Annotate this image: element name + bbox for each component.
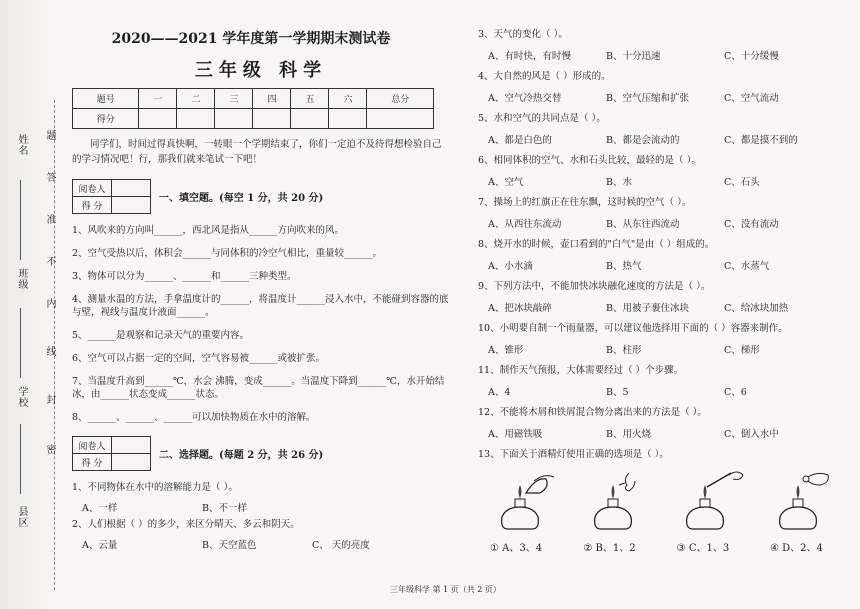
choice-options: [478, 300, 856, 314]
option[interactable]: B、热气: [606, 261, 642, 272]
option[interactable]: A、空气冷热交替: [488, 93, 562, 104]
grader-cell[interactable]: [112, 454, 151, 471]
grader-cell[interactable]: [112, 197, 151, 214]
lamp-label: [583, 539, 671, 554]
grader-label: 阅卷人: [73, 437, 112, 454]
alcohol-lamp-icon: [768, 471, 840, 535]
lamp-figure-1: [490, 471, 562, 535]
exam-subtitle: 三年级 科学: [194, 60, 328, 81]
seal-char: 封: [44, 394, 55, 405]
lamp-figure-2: [583, 471, 655, 535]
choice-options: [478, 48, 856, 62]
option[interactable]: A、3、4: [502, 543, 543, 554]
lamp-label: [490, 539, 578, 554]
choice-options: [478, 174, 856, 188]
lamp-figure-3: [675, 471, 747, 535]
option[interactable]: B、用被子裹住冰块: [606, 303, 689, 314]
exam-title: 2020——2021 学年度第一学期期末测试卷: [111, 31, 391, 47]
fill-question: 7、当温度升高到______℃，水会 沸腾，变成______。当温度下降到______℃，水开始结冰，由______状态变成______状态。: [72, 376, 445, 400]
option[interactable]: B、1、2: [595, 543, 636, 554]
choice-question: 2、人们根据（ ）的多少，来区分晴天、多云和阴天。: [72, 519, 300, 530]
score-row-label: 得分: [73, 109, 139, 129]
section1-title: 一、填空题。(每空 1 分，共 20 分): [159, 193, 324, 204]
choice-question: 10、小明要自制一个雨量器，可以建议他选择用下面的（ ）容器来制作。: [478, 323, 788, 334]
choice-question: 11、制作天气预报，大体需要经过（ ）个步骤。: [478, 365, 684, 376]
class-label: 班级: [16, 268, 27, 290]
seal-char: 线: [44, 346, 55, 357]
option[interactable]: A、有时快，有时慢: [488, 51, 571, 62]
lamp-label: [770, 539, 840, 554]
option[interactable]: A、一样: [82, 503, 118, 514]
option[interactable]: A、用磁铁吸: [488, 429, 543, 440]
option[interactable]: A、4: [488, 387, 511, 398]
fill-question: 2、空气受热以后，体积会______与同体积的冷空气相比，重量较______。: [72, 248, 383, 259]
choice-options: [72, 500, 450, 514]
score-cell[interactable]: [329, 109, 367, 129]
lamp-label: [677, 539, 765, 554]
choice-options: [478, 132, 856, 146]
score-header: 二: [177, 89, 215, 109]
score-cell[interactable]: [367, 109, 434, 129]
alcohol-lamp-figures: [490, 471, 840, 535]
seal-char: 内: [44, 298, 55, 309]
grader-box: [72, 436, 151, 471]
score-header: 三: [215, 89, 253, 109]
option[interactable]: C、石头: [724, 177, 760, 188]
option[interactable]: C、给冰块加热: [724, 303, 789, 314]
left-column: [72, 28, 450, 551]
option[interactable]: C、空气流动: [724, 93, 779, 104]
county-label: 县区: [16, 506, 27, 528]
choice-question: 4、大自然的风是（ ）形成的。: [478, 71, 611, 82]
grader-cell[interactable]: [112, 180, 151, 197]
option[interactable]: B、十分迅速: [606, 51, 661, 62]
option[interactable]: A、把冰块敲碎: [488, 303, 552, 314]
binding-area: [8, 110, 66, 590]
seal-char: 密: [44, 444, 55, 455]
fill-question: 4、测量水温的方法，手拿温度计的______，将温度计______浸入水中，不能碰到容器的底与壁，视线与温度计液面______。: [72, 294, 449, 318]
choice-options: [478, 216, 856, 230]
fill-question: 3、物体可以分为______、______和______三种类型。: [72, 271, 297, 282]
choice-question: 6、相同体积的空气、水和石头比较，最轻的是（ ）。: [478, 155, 701, 166]
score-cell[interactable]: [291, 109, 329, 129]
fill-question: 8、______、______、______可以加快物质在水中的溶解。: [72, 412, 316, 423]
choice-options: [478, 426, 856, 440]
choice-options: [478, 342, 856, 356]
lamp-number: ①: [490, 543, 499, 554]
option[interactable]: A、小水滴: [488, 261, 533, 272]
section2-title: 二、选择题。(每题 2 分，共 26 分): [159, 450, 324, 461]
page-footer: 三年级科学 第 1 页（共 2 页）: [390, 585, 501, 594]
option[interactable]: B、从东往西流动: [606, 219, 680, 230]
score-label: 得 分: [73, 454, 112, 471]
score-header: 一: [139, 89, 177, 109]
option[interactable]: C、都是摸不到的: [724, 135, 798, 146]
option[interactable]: B、水: [606, 177, 632, 188]
choice-question: 13、下面关于酒精灯使用正确的选项是（ ）。: [478, 449, 669, 460]
option[interactable]: B、用火烧: [606, 429, 651, 440]
section1-header: [72, 179, 450, 214]
option[interactable]: A、空气: [488, 177, 524, 188]
option[interactable]: C、6: [724, 387, 747, 398]
intro-text: 同学们，时间过得真快啊，一转眼一个学期结束了，你们一定迫不及待得想检验自己的学习情况吧！行，那我们就来笔试一下吧！: [72, 139, 442, 165]
name-line: [20, 180, 21, 260]
grader-cell[interactable]: [112, 437, 151, 454]
alcohol-lamp-icon: [490, 471, 562, 535]
fill-question: 6、空气可以占据一定的空间，空气容易被______或被扩张。: [72, 353, 326, 364]
score-header: 总分: [367, 89, 434, 109]
lamp-number: ③: [676, 543, 686, 554]
choice-options: [478, 384, 856, 398]
option[interactable]: A、云量: [82, 540, 118, 551]
lamp-labels: [490, 539, 840, 554]
option[interactable]: B、空气压缩和扩张: [606, 93, 689, 104]
section2-header: [72, 436, 450, 471]
choice-question: 9、下列方法中，不能加快冰块融化速度的方法是（ ）。: [478, 281, 711, 292]
choice-options: [478, 258, 856, 272]
score-cell[interactable]: [215, 109, 253, 129]
score-cell[interactable]: [177, 109, 215, 129]
option[interactable]: A、从西往东流动: [488, 219, 562, 230]
seal-char: 答: [44, 172, 55, 183]
choice-question: 5、水和空气的共同点是（ ）。: [478, 113, 606, 124]
right-column: [478, 20, 856, 554]
school-line: [20, 424, 21, 494]
option[interactable]: C、水蒸气: [724, 261, 770, 272]
score-header: 四: [253, 89, 291, 109]
lamp-number: ④: [769, 543, 779, 554]
option[interactable]: B、不一样: [202, 503, 247, 514]
lamp-figure-4: [768, 471, 840, 535]
score-cell[interactable]: [253, 109, 291, 129]
option[interactable]: B、天空蓝色: [202, 540, 257, 551]
option[interactable]: C、十分缓慢: [724, 51, 779, 62]
fill-question: 1、风吹来的方向叫______，西北风是指从______方向吹来的风。: [72, 225, 345, 236]
option[interactable]: C、倒入水中: [724, 429, 779, 440]
alcohol-lamp-icon: [675, 471, 747, 535]
score-header: 六: [329, 89, 367, 109]
choice-question: 1、不同物体在水中的溶解能力是（ ）。: [72, 482, 238, 493]
seal-char: 题: [44, 130, 55, 141]
option[interactable]: C、1、3: [688, 543, 730, 554]
choice-options: [72, 537, 450, 551]
school-label: 学校: [16, 386, 27, 408]
alcohol-lamp-icon: [583, 471, 655, 535]
seal-char: 准: [44, 214, 55, 225]
choice-question: 3、天气的变化（ ）。: [478, 29, 568, 40]
option[interactable]: C、没有流动: [724, 219, 779, 230]
choice-question: 8、烧开水的时候，壶口看到的"白气"是由（ ）组成的。: [478, 239, 715, 250]
option[interactable]: D、2、4: [782, 543, 823, 554]
class-line: [20, 308, 21, 378]
option[interactable]: C、 天的亮度: [312, 540, 370, 551]
seal-char: 不: [44, 256, 55, 267]
option[interactable]: A、都是白色的: [488, 135, 552, 146]
choice-question: 7、操场上的红旗正在往东飘，这时候的空气（ ）。: [478, 197, 692, 208]
score-label: 得 分: [73, 197, 112, 214]
score-header: 题号: [73, 89, 139, 109]
fill-question: 5、______是观察和记录天气的重要内容。: [72, 330, 250, 341]
option[interactable]: C、梯形: [724, 345, 760, 356]
grader-box: [72, 179, 151, 214]
option[interactable]: B、5: [606, 387, 629, 398]
grader-label: 阅卷人: [73, 180, 112, 197]
score-table: [72, 88, 434, 129]
option[interactable]: B、都是会流动的: [606, 135, 680, 146]
name-label: 姓名: [16, 134, 27, 156]
option[interactable]: B、柱形: [606, 345, 642, 356]
option[interactable]: A、锥形: [488, 345, 524, 356]
choice-options: [478, 90, 856, 104]
lamp-number: ②: [583, 543, 593, 554]
score-header: 五: [291, 89, 329, 109]
choice-question: 12、不能将木屑和铁屑混合物分离出来的方法是（ ）。: [478, 407, 707, 418]
score-cell[interactable]: [139, 109, 177, 129]
